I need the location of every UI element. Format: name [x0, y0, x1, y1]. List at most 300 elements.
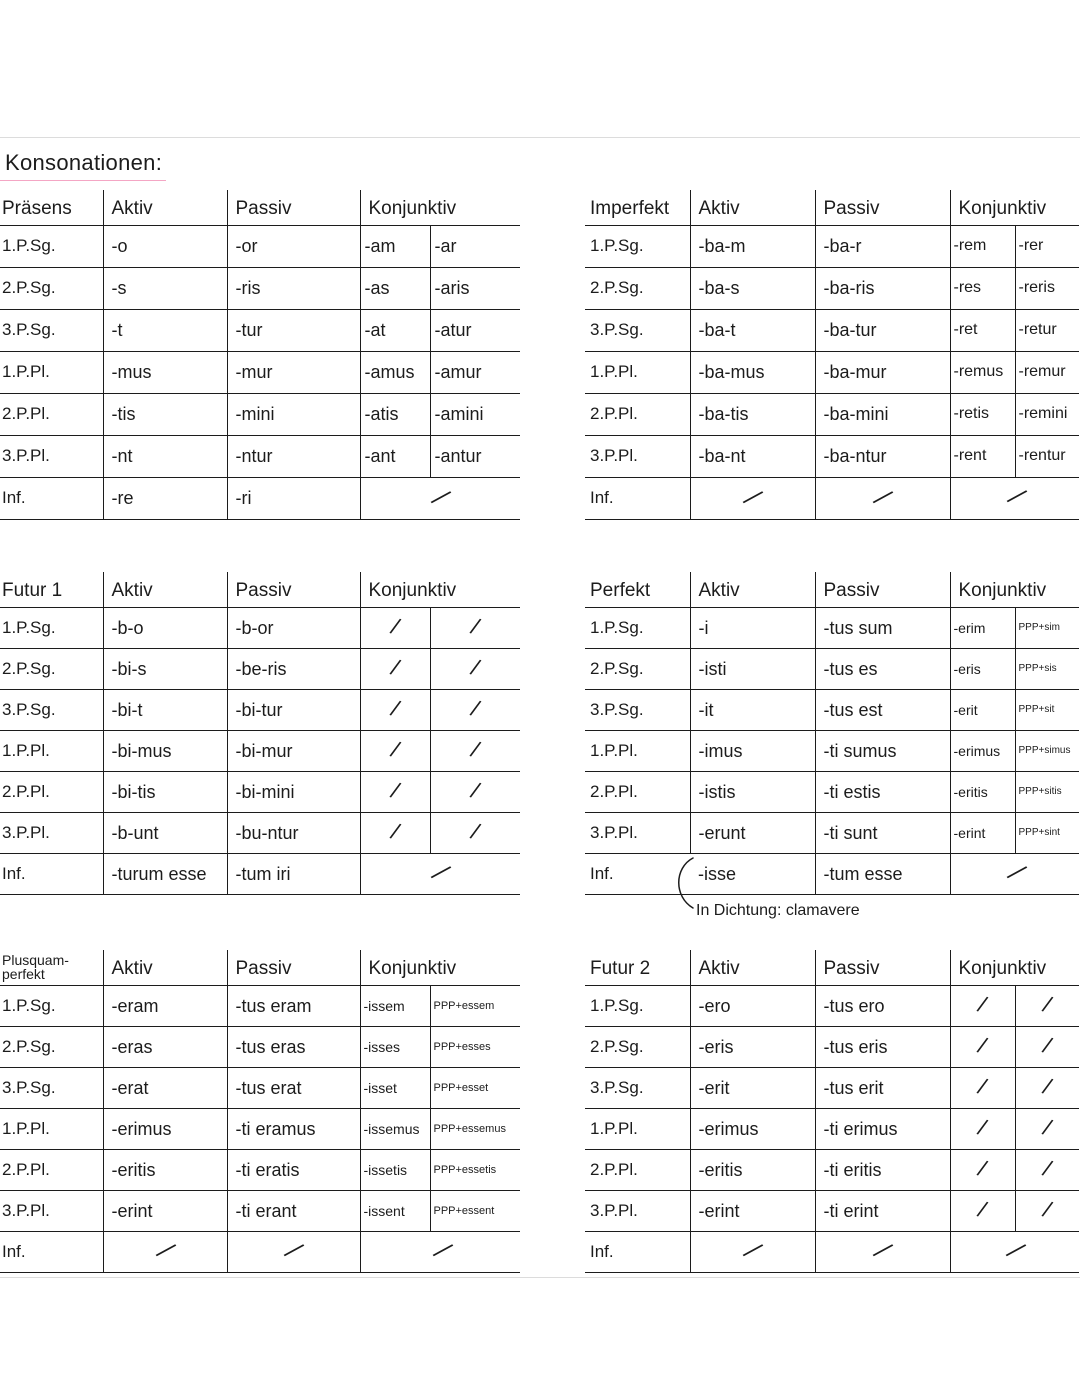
- praesens-row-2-active-ending: [103, 267, 227, 309]
- futur2-row-2-subj-active-ending-text: /: [974, 1032, 991, 1059]
- praesens-infinitive-label: [0, 477, 103, 519]
- futur1-row-6-subj-active-ending-text: /: [387, 818, 403, 845]
- praesens-row-5-passive-ending: [227, 393, 360, 435]
- praesens-row-6-subj-passive-ending: [430, 435, 520, 477]
- praesens-table: [0, 190, 520, 520]
- perfekt-row-2-subj-active-ending-text: -eris: [953, 660, 981, 677]
- futur1-row-4-person-label: [0, 730, 103, 771]
- futur2-row-6-active-ending-text: -erint: [698, 1200, 740, 1221]
- page-rule-bottom: [0, 1277, 1080, 1278]
- imperfekt-row-4-subj-passive-ending-text: -remur: [1018, 363, 1066, 380]
- plusquam-header-row: [0, 950, 520, 985]
- praesens-row-5-person-label: [0, 393, 103, 435]
- imperfekt-infinitive-passive-text: /: [868, 483, 898, 511]
- praesens-row-4-active-ending: [103, 351, 227, 393]
- praesens-infinitive-active-text: -re: [111, 488, 134, 508]
- plusquam-infinitive-row: [0, 1231, 520, 1272]
- imperfekt-infinitive-label: [585, 477, 690, 519]
- futur2-infinitive-row: [585, 1231, 1079, 1272]
- futur1-row-6-active-ending: [103, 812, 227, 853]
- futur2-row-5: [585, 1149, 1079, 1190]
- praesens-row-2-subj-active-ending-text: -as: [364, 278, 390, 298]
- perfekt-row-2-passive-ending: [815, 648, 950, 689]
- praesens-row-4-subj-passive-ending: [430, 351, 520, 393]
- futur1-row-2-subj-active-ending-text: /: [387, 654, 403, 681]
- praesens-subjunctive-heading-text: Konjunktiv: [368, 198, 457, 220]
- futur2-row-1-active-ending: [690, 985, 815, 1026]
- imperfekt-subjunctive-heading: [950, 190, 1079, 225]
- plusquam-row-6-passive-ending-text: -ti erant: [235, 1200, 297, 1221]
- perfekt-infinitive-passive-text: -tum esse: [823, 863, 903, 884]
- imperfekt-row-1-passive-ending-text: -ba-r: [823, 236, 862, 256]
- futur2-row-6-person-label: [585, 1190, 690, 1231]
- futur2-row-5-passive-ending-text: -ti eritis: [823, 1159, 882, 1180]
- futur2-row-2-person-label: [585, 1026, 690, 1067]
- futur2-row-3: [585, 1067, 1079, 1108]
- plusquam-row-2-subj-active-ending: [360, 1026, 430, 1067]
- futur1-row-5-person-label: [0, 771, 103, 812]
- futur2-row-4-active-ending-text: -erimus: [698, 1118, 759, 1139]
- plusquam-row-3-passive-ending: [227, 1067, 360, 1108]
- perfekt-row-4: [585, 730, 1079, 771]
- praesens-row-1-subj-active-ending: [360, 225, 430, 267]
- futur1-row-3-passive-ending-text: -bi-tur: [235, 699, 283, 720]
- perfekt-row-3: [585, 689, 1079, 730]
- futur2-row-1-subj-active-ending-text: /: [974, 991, 991, 1018]
- futur1-row-1-passive-ending-text: -b-or: [235, 617, 274, 638]
- futur1-row-4-subj-active-ending: [360, 730, 430, 771]
- praesens-row-3: [0, 309, 520, 351]
- futur2-row-3-subj-passive-ending-text: /: [1039, 1073, 1056, 1100]
- perfekt-row-2-passive-ending-text: -tus es: [823, 658, 878, 679]
- futur2-section: [585, 950, 1079, 1273]
- perfekt-infinitive-active: [690, 853, 815, 894]
- futur1-row-4-subj-active-ending-text: /: [387, 736, 403, 763]
- perfekt-header-row: [585, 572, 1079, 607]
- imperfekt-infinitive-passive: [815, 477, 950, 519]
- futur1-row-2: [0, 648, 520, 689]
- futur1-row-3-active-ending-text: -bi-t: [111, 699, 143, 720]
- plusquam-infinitive-active-text: /: [150, 1237, 181, 1264]
- imperfekt-row-2-active-ending-text: -ba-s: [698, 278, 740, 298]
- perfekt-row-1-person-label: [585, 607, 690, 648]
- plusquam-row-4-subj-passive-ending-text: PPP+essemus: [433, 1122, 506, 1135]
- futur2-row-5-passive-ending: [815, 1149, 950, 1190]
- praesens-row-4-passive-ending-text: -mur: [235, 362, 273, 382]
- imperfekt-infinitive-active-text: /: [738, 483, 768, 511]
- perfekt-row-2-active-ending: [690, 648, 815, 689]
- futur1-subjunctive-heading-text: Konjunktiv: [368, 580, 457, 602]
- plusquam-tense-heading: [0, 950, 103, 985]
- futur1-row-5-passive-ending-text: -bi-mini: [235, 781, 295, 802]
- plusquam-row-2-active-ending-text: -eras: [111, 1036, 153, 1057]
- praesens-row-5-person-label-text: 2.P.Pl.: [2, 404, 50, 423]
- plusquam-row-3-active-ending-text: -erat: [111, 1077, 149, 1098]
- praesens-row-1-subj-active-ending-text: -am: [364, 236, 396, 256]
- plusquam-row-2-subj-active-ending-text: -isses: [363, 1038, 401, 1055]
- imperfekt-row-1-subj-passive-ending: [1015, 225, 1079, 267]
- futur1-row-1-active-ending-text: -b-o: [111, 617, 144, 638]
- futur1-infinitive-subjunctive-text: /: [425, 859, 456, 886]
- futur1-row-6-subj-passive-ending-text: /: [467, 818, 484, 845]
- imperfekt-row-4-subj-active-ending: [950, 351, 1015, 393]
- futur2-row-3-subj-active-ending-text: /: [974, 1073, 991, 1100]
- plusquam-row-3-subj-active-ending-text: -isset: [363, 1079, 397, 1096]
- perfekt-row-5-subj-passive-ending: [1015, 771, 1079, 812]
- plusquam-row-5: [0, 1149, 520, 1190]
- perfekt-row-3-person-label-text: 3.P.Sg.: [590, 699, 644, 719]
- futur1-row-6-subj-active-ending: [360, 812, 430, 853]
- imperfekt-row-6: [585, 435, 1079, 477]
- praesens-row-3-passive-ending-text: -tur: [235, 320, 263, 340]
- plusquam-row-6: [0, 1190, 520, 1231]
- perfekt-row-6-person-label-text: 3.P.Pl.: [590, 822, 638, 842]
- praesens-tense-heading-text: Präsens: [2, 198, 72, 220]
- plusquam-row-6-subj-passive-ending: [430, 1190, 520, 1231]
- plusquam-row-3-active-ending: [103, 1067, 227, 1108]
- praesens-infinitive-subjunctive: [360, 477, 520, 519]
- praesens-active-heading-text: Aktiv: [111, 198, 153, 220]
- futur2-row-5-subj-passive-ending: [1015, 1149, 1079, 1190]
- plusquam-row-1-subj-passive-ending-text: PPP+essem: [433, 999, 495, 1012]
- futur1-table: [0, 572, 520, 895]
- plusquam-row-5-subj-passive-ending-text: PPP+essetis: [433, 1163, 497, 1176]
- plusquam-infinitive-label: [0, 1231, 103, 1272]
- futur2-subjunctive-heading-text: Konjunktiv: [958, 958, 1047, 980]
- perfekt-infinitive-subjunctive: [950, 853, 1079, 894]
- futur2-row-2-person-label-text: 2.P.Sg.: [590, 1036, 644, 1056]
- praesens-row-1-subj-passive-ending-text: -ar: [434, 236, 457, 256]
- plusquam-row-5-subj-active-ending-text: -issetis: [363, 1161, 408, 1178]
- plusquam-row-6-subj-active-ending-text: -issent: [363, 1202, 405, 1219]
- futur1-header-row: [0, 572, 520, 607]
- plusquam-active-heading-text: Aktiv: [111, 958, 153, 980]
- perfekt-row-2: [585, 648, 1079, 689]
- perfekt-row-3-subj-active-ending: [950, 689, 1015, 730]
- praesens-row-6-active-ending-text: -nt: [111, 446, 133, 466]
- praesens-row-1-active-ending-text: -o: [111, 236, 128, 256]
- plusquam-infinitive-subjunctive: [360, 1231, 520, 1272]
- perfekt-table: [585, 572, 1079, 895]
- plusquam-row-5-passive-ending: [227, 1149, 360, 1190]
- futur2-row-6: [585, 1190, 1079, 1231]
- imperfekt-row-2-subj-passive-ending: [1015, 267, 1079, 309]
- futur2-row-5-person-label: [585, 1149, 690, 1190]
- futur1-row-3-person-label-text: 3.P.Sg.: [2, 699, 56, 719]
- plusquam-infinitive-passive: [227, 1231, 360, 1272]
- imperfekt-row-4: [585, 351, 1079, 393]
- futur1-row-5-active-ending: [103, 771, 227, 812]
- perfekt-row-4-passive-ending-text: -ti sumus: [823, 740, 897, 761]
- praesens-row-3-active-ending-text: -t: [111, 320, 123, 340]
- futur2-row-2-active-ending-text: -eris: [698, 1036, 734, 1057]
- futur2-row-3-active-ending-text: -erit: [698, 1077, 730, 1098]
- plusquam-row-4-person-label: [0, 1108, 103, 1149]
- imperfekt-row-5-subj-passive-ending: [1015, 393, 1079, 435]
- perfekt-infinitive-row: [585, 853, 1079, 894]
- futur1-passive-heading-text: Passiv: [235, 580, 292, 602]
- futur1-row-3-subj-passive-ending-text: /: [467, 695, 484, 722]
- plusquam-row-4-passive-ending: [227, 1108, 360, 1149]
- imperfekt-active-heading: [690, 190, 815, 225]
- imperfekt-row-2-active-ending: [690, 267, 815, 309]
- praesens-passive-heading-text: Passiv: [235, 198, 292, 220]
- praesens-row-5-subj-active-ending: [360, 393, 430, 435]
- perfekt-row-4-subj-active-ending-text: -erimus: [953, 742, 1001, 759]
- futur2-infinitive-active: [690, 1231, 815, 1272]
- imperfekt-infinitive-subjunctive-text: /: [1001, 482, 1032, 510]
- futur2-row-6-subj-active-ending: [950, 1190, 1015, 1231]
- perfekt-row-5-passive-ending: [815, 771, 950, 812]
- plusquam-row-6-active-ending-text: -erint: [111, 1200, 153, 1221]
- futur2-row-1-passive-ending-text: -tus ero: [823, 995, 885, 1016]
- praesens-subjunctive-heading: [360, 190, 520, 225]
- praesens-row-3-subj-passive-ending-text: -atur: [434, 320, 472, 340]
- futur2-row-4-subj-passive-ending-text: /: [1039, 1114, 1056, 1141]
- futur1-row-1-person-label: [0, 607, 103, 648]
- imperfekt-row-3: [585, 309, 1079, 351]
- perfekt-row-6-passive-ending-text: -ti sunt: [823, 822, 878, 843]
- plusquamperfekt-section: [0, 950, 520, 1273]
- imperfekt-row-3-passive-ending-text: -ba-tur: [823, 320, 877, 340]
- perfekt-row-3-passive-ending: [815, 689, 950, 730]
- imperfekt-row-1-passive-ending: [815, 225, 950, 267]
- perfekt-row-5-subj-active-ending: [950, 771, 1015, 812]
- plusquam-infinitive-passive-text: /: [279, 1237, 309, 1264]
- imperfekt-infinitive-active: [690, 477, 815, 519]
- imperfekt-row-1-active-ending: [690, 225, 815, 267]
- imperfekt-row-4-person-label: [585, 351, 690, 393]
- praesens-row-5-subj-passive-ending-text: -amini: [434, 404, 484, 424]
- futur1-row-6-active-ending-text: -b-unt: [111, 822, 159, 843]
- perfekt-poetry-note: In Dichtung: clamavere: [696, 902, 860, 919]
- imperfekt-row-3-subj-active-ending-text: -ret: [953, 321, 978, 338]
- plusquam-row-6-person-label: [0, 1190, 103, 1231]
- plusquam-row-2-subj-passive-ending: [430, 1026, 520, 1067]
- futur1-row-6-subj-passive-ending: [430, 812, 520, 853]
- futur2-row-1-subj-passive-ending: [1015, 985, 1079, 1026]
- perfekt-row-3-person-label: [585, 689, 690, 730]
- praesens-infinitive-passive: [227, 477, 360, 519]
- page-rule-top: [0, 137, 1080, 138]
- futur1-infinitive-active-text: -turum esse: [111, 863, 207, 884]
- futur2-row-2-passive-ending: [815, 1026, 950, 1067]
- perfekt-row-5-passive-ending-text: -ti estis: [823, 781, 881, 802]
- perfekt-row-2-person-label: [585, 648, 690, 689]
- perfekt-row-2-subj-passive-ending-text: PPP+sis: [1018, 662, 1057, 674]
- praesens-row-4-person-label-text: 1.P.Pl.: [2, 362, 50, 381]
- imperfekt-row-1-active-ending-text: -ba-m: [698, 236, 746, 256]
- plusquam-infinitive-label-text: Inf.: [2, 1241, 26, 1261]
- futur1-row-3-passive-ending: [227, 689, 360, 730]
- futur1-passive-heading: [227, 572, 360, 607]
- futur1-row-1-subj-active-ending: [360, 607, 430, 648]
- perfekt-section: [585, 572, 1079, 895]
- plusquam-row-4-subj-active-ending: [360, 1108, 430, 1149]
- praesens-row-4-subj-active-ending: [360, 351, 430, 393]
- perfekt-row-6-passive-ending: [815, 812, 950, 853]
- imperfekt-subjunctive-heading-text: Konjunktiv: [958, 198, 1047, 220]
- perfekt-active-heading-text: Aktiv: [698, 580, 740, 602]
- perfekt-row-1-active-ending-text: -i: [698, 617, 709, 638]
- futur1-row-4-subj-passive-ending-text: /: [467, 736, 484, 763]
- imperfekt-row-3-person-label-text: 3.P.Sg.: [590, 320, 644, 339]
- perfekt-row-1-subj-active-ending: [950, 607, 1015, 648]
- perfekt-row-4-passive-ending: [815, 730, 950, 771]
- plusquam-row-3-subj-active-ending: [360, 1067, 430, 1108]
- perfekt-infinitive-label: [585, 853, 690, 894]
- perfekt-row-1: [585, 607, 1079, 648]
- futur2-row-4-person-label: [585, 1108, 690, 1149]
- futur2-row-3-subj-active-ending: [950, 1067, 1015, 1108]
- praesens-row-6-passive-ending-text: -ntur: [235, 446, 273, 466]
- imperfekt-row-4-passive-ending: [815, 351, 950, 393]
- plusquam-row-2: [0, 1026, 520, 1067]
- futur2-row-4-active-ending: [690, 1108, 815, 1149]
- praesens-row-3-subj-passive-ending: [430, 309, 520, 351]
- perfekt-row-4-subj-passive-ending-text: PPP+simus: [1018, 744, 1071, 756]
- imperfekt-row-6-person-label-text: 3.P.Pl.: [590, 446, 638, 465]
- futur2-row-3-person-label: [585, 1067, 690, 1108]
- futur1-tense-heading: [0, 572, 103, 607]
- futur1-row-6-person-label: [0, 812, 103, 853]
- perfekt-row-5-active-ending-text: -istis: [698, 781, 736, 802]
- futur1-row-4: [0, 730, 520, 771]
- plusquam-subjunctive-heading-text: Konjunktiv: [368, 958, 457, 980]
- imperfekt-row-4-active-ending: [690, 351, 815, 393]
- imperfekt-row-5-person-label-text: 2.P.Pl.: [590, 404, 638, 423]
- imperfekt-row-1-subj-passive-ending-text: -rer: [1018, 237, 1044, 254]
- futur2-infinitive-passive: [815, 1231, 950, 1272]
- futur1-row-2-person-label: [0, 648, 103, 689]
- futur2-infinitive-active-text: /: [738, 1237, 768, 1264]
- perfekt-row-4-active-ending-text: -imus: [698, 740, 743, 761]
- praesens-active-heading: [103, 190, 227, 225]
- plusquam-row-3-subj-passive-ending: [430, 1067, 520, 1108]
- perfekt-tense-heading-text: Perfekt: [590, 580, 651, 602]
- page-title: Konsonationen:: [5, 150, 163, 175]
- imperfekt-row-5-active-ending-text: -ba-tis: [698, 404, 749, 424]
- futur2-row-6-active-ending: [690, 1190, 815, 1231]
- futur1-tense-heading-text: Futur 1: [2, 580, 63, 602]
- praesens-infinitive-row: [0, 477, 520, 519]
- perfekt-row-2-person-label-text: 2.P.Sg.: [590, 658, 644, 678]
- praesens-row-3-person-label-text: 3.P.Sg.: [2, 320, 56, 339]
- futur1-infinitive-active: [103, 853, 227, 894]
- plusquam-row-1-person-label-text: 1.P.Sg.: [2, 995, 56, 1015]
- futur2-row-3-active-ending: [690, 1067, 815, 1108]
- imperfekt-table: [585, 190, 1079, 520]
- futur2-infinitive-passive-text: /: [868, 1237, 898, 1264]
- futur1-row-3-subj-active-ending: [360, 689, 430, 730]
- futur1-row-1: [0, 607, 520, 648]
- imperfekt-row-6-active-ending: [690, 435, 815, 477]
- imperfekt-row-4-subj-passive-ending: [1015, 351, 1079, 393]
- praesens-tense-heading: [0, 190, 103, 225]
- futur1-row-5-subj-passive-ending-text: /: [467, 777, 484, 804]
- praesens-row-5-subj-passive-ending: [430, 393, 520, 435]
- praesens-row-4-subj-passive-ending-text: -amur: [434, 362, 482, 382]
- plusquam-row-2-subj-passive-ending-text: PPP+esses: [433, 1040, 491, 1053]
- perfekt-row-3-passive-ending-text: -tus est: [823, 699, 883, 720]
- praesens-row-1-person-label-text: 1.P.Sg.: [2, 236, 56, 255]
- futur2-row-2-subj-passive-ending: [1015, 1026, 1079, 1067]
- praesens-row-1-person-label: [0, 225, 103, 267]
- plusquam-row-6-active-ending: [103, 1190, 227, 1231]
- plusquam-row-5-person-label-text: 2.P.Pl.: [2, 1159, 50, 1179]
- praesens-row-2: [0, 267, 520, 309]
- imperfekt-row-6-subj-passive-ending-text: -rentur: [1018, 447, 1066, 464]
- praesens-row-3-person-label: [0, 309, 103, 351]
- futur1-row-5-person-label-text: 2.P.Pl.: [2, 781, 50, 801]
- imperfekt-row-2-subj-active-ending: [950, 267, 1015, 309]
- futur2-row-6-subj-passive-ending: [1015, 1190, 1079, 1231]
- futur2-row-1: [585, 985, 1079, 1026]
- futur1-infinitive-passive-text: -tum iri: [235, 863, 291, 884]
- futur2-subjunctive-heading: [950, 950, 1079, 985]
- futur2-row-6-person-label-text: 3.P.Pl.: [590, 1200, 638, 1220]
- futur2-passive-heading: [815, 950, 950, 985]
- imperfekt-row-6-subj-active-ending: [950, 435, 1015, 477]
- praesens-row-1-passive-ending: [227, 225, 360, 267]
- imperfekt-row-5-person-label: [585, 393, 690, 435]
- praesens-row-2-active-ending-text: -s: [111, 278, 127, 298]
- imperfekt-row-6-passive-ending-text: -ba-ntur: [823, 446, 887, 466]
- futur1-row-2-subj-passive-ending-text: /: [467, 654, 484, 681]
- futur2-infinitive-label: [585, 1231, 690, 1272]
- perfekt-row-1-passive-ending: [815, 607, 950, 648]
- imperfekt-row-4-person-label-text: 1.P.Pl.: [590, 362, 638, 381]
- futur2-row-4: [585, 1108, 1079, 1149]
- futur1-row-2-passive-ending-text: -be-ris: [235, 658, 287, 679]
- imperfekt-row-5-subj-active-ending-text: -retis: [953, 405, 990, 422]
- perfekt-row-2-subj-passive-ending: [1015, 648, 1079, 689]
- plusquam-subjunctive-heading: [360, 950, 520, 985]
- imperfekt-row-5-passive-ending-text: -ba-mini: [823, 404, 889, 424]
- futur2-active-heading-text: Aktiv: [698, 958, 740, 980]
- plusquam-row-2-person-label: [0, 1026, 103, 1067]
- futur1-row-2-subj-passive-ending: [430, 648, 520, 689]
- plusquam-row-1-person-label: [0, 985, 103, 1026]
- praesens-row-2-subj-passive-ending: [430, 267, 520, 309]
- futur2-row-1-person-label: [585, 985, 690, 1026]
- imperfekt-infinitive-subjunctive: [950, 477, 1079, 519]
- futur1-infinitive-subjunctive: [360, 853, 520, 894]
- perfekt-row-1-passive-ending-text: -tus sum: [823, 617, 893, 638]
- plusquam-row-6-subj-passive-ending-text: PPP+essent: [433, 1204, 495, 1217]
- perfekt-infinitive-subjunctive-text: /: [1001, 858, 1032, 886]
- futur2-row-4-subj-active-ending-text: /: [974, 1114, 991, 1141]
- futur1-row-1-subj-passive-ending: [430, 607, 520, 648]
- praesens-row-2-subj-active-ending: [360, 267, 430, 309]
- imperfekt-row-5-subj-passive-ending-text: -remini: [1018, 405, 1068, 422]
- perfekt-row-2-active-ending-text: -isti: [698, 658, 727, 679]
- perfekt-row-4-person-label-text: 1.P.Pl.: [590, 740, 638, 760]
- imperfekt-row-6-passive-ending: [815, 435, 950, 477]
- futur1-row-5-active-ending-text: -bi-tis: [111, 781, 156, 802]
- futur2-row-6-subj-passive-ending-text: /: [1039, 1196, 1056, 1223]
- perfekt-row-5-person-label-text: 2.P.Pl.: [590, 781, 638, 801]
- imperfekt-passive-heading: [815, 190, 950, 225]
- perfekt-infinitive-passive: [815, 853, 950, 894]
- plusquam-row-4: [0, 1108, 520, 1149]
- imperfekt-row-6-subj-passive-ending: [1015, 435, 1079, 477]
- futur2-row-1-subj-passive-ending-text: /: [1039, 991, 1056, 1018]
- futur2-row-2-active-ending: [690, 1026, 815, 1067]
- imperfekt-row-6-active-ending-text: -ba-nt: [698, 446, 746, 466]
- futur1-row-1-subj-active-ending-text: /: [387, 613, 403, 640]
- plusquam-row-3-subj-passive-ending-text: PPP+esset: [433, 1081, 489, 1094]
